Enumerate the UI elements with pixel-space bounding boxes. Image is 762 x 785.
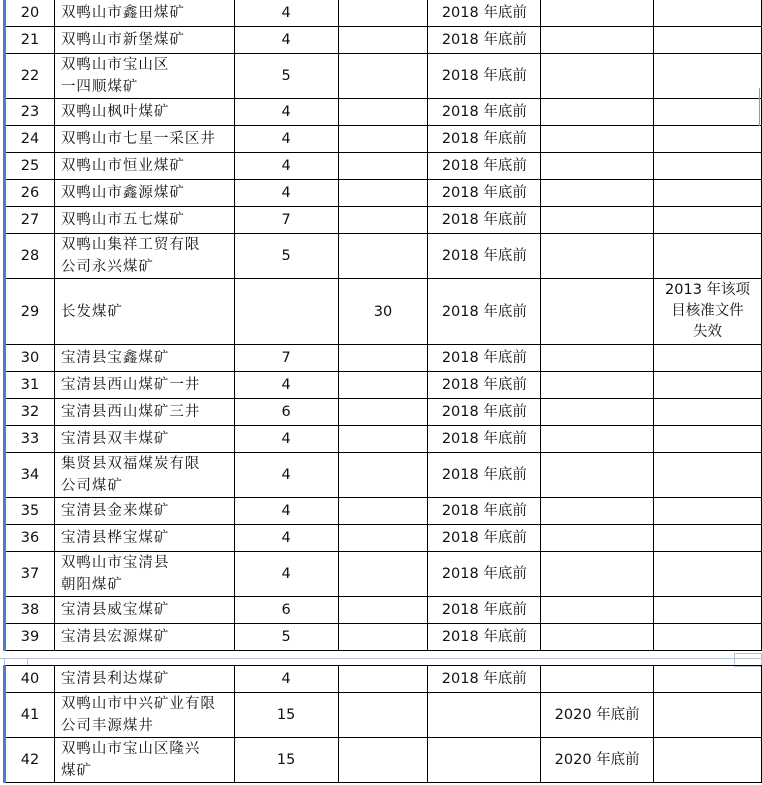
row-number: 34	[5, 453, 55, 498]
mine-name-line: 宝清县西山煤矿三井	[60, 404, 201, 420]
remark	[654, 180, 762, 207]
mine-name-line: 长发煤矿	[60, 303, 123, 320]
table-row	[5, 234, 762, 279]
deadline-2018: 2018 年底前	[428, 0, 541, 27]
deadline-2018: 2018 年底前	[428, 279, 541, 345]
mine-name	[54, 207, 234, 234]
mine-name-line: 双鸭山集祥工贸有限	[60, 237, 201, 253]
remark-line: 失效	[693, 324, 723, 340]
deadline-2018: 2018 年底前	[428, 126, 541, 153]
mine-name	[54, 666, 234, 693]
new-capacity	[338, 234, 428, 279]
mine-name	[54, 552, 234, 597]
deadline-2020	[541, 54, 654, 99]
mine-name	[54, 693, 234, 738]
mine-name-line: 双鸭山市五七煤矿	[60, 212, 185, 228]
row-number: 30	[5, 345, 55, 372]
mine-name-line: 双鸭山市鑫田煤矿	[60, 5, 185, 21]
mine-name-line: 煤矿	[60, 763, 92, 779]
row-number: 22	[5, 54, 55, 99]
table-row	[5, 372, 762, 399]
remark	[654, 426, 762, 453]
table-row	[5, 0, 762, 27]
new-capacity	[338, 693, 428, 738]
row-number: 25	[5, 153, 55, 180]
capacity	[234, 279, 338, 345]
deadline-2018: 2018 年底前	[428, 666, 541, 693]
mine-name	[54, 180, 234, 207]
remark	[654, 525, 762, 552]
remark	[654, 234, 762, 279]
new-capacity	[338, 426, 428, 453]
table-row	[5, 525, 762, 552]
table-body-top	[5, 0, 762, 651]
deadline-2020	[541, 399, 654, 426]
mine-name	[54, 738, 234, 783]
deadline-2018: 2018 年底前	[428, 525, 541, 552]
deadline-2020: 2020 年底前	[541, 693, 654, 738]
remark	[654, 666, 762, 693]
capacity: 15	[234, 738, 338, 783]
remark	[654, 126, 762, 153]
row-number: 32	[5, 399, 55, 426]
margin-mark	[759, 88, 760, 126]
deadline-2020	[541, 453, 654, 498]
capacity: 6	[234, 597, 338, 624]
table-row	[5, 498, 762, 525]
table-row	[5, 27, 762, 54]
remark	[654, 279, 762, 345]
row-number: 29	[5, 279, 55, 345]
deadline-2020	[541, 552, 654, 597]
remark	[654, 99, 762, 126]
table-row	[5, 399, 762, 426]
table-row	[5, 207, 762, 234]
deadline-2020	[541, 525, 654, 552]
deadline-2020	[541, 498, 654, 525]
capacity: 4	[234, 180, 338, 207]
remark	[654, 207, 762, 234]
deadline-2020	[541, 426, 654, 453]
deadline-2018: 2018 年底前	[428, 597, 541, 624]
deadline-2020	[541, 666, 654, 693]
remark	[654, 597, 762, 624]
mine-name-line: 双鸭山市七星一采区井	[60, 131, 216, 147]
capacity: 4	[234, 498, 338, 525]
mine-name	[54, 345, 234, 372]
row-number: 20	[5, 0, 55, 27]
row-number: 37	[5, 552, 55, 597]
mine-name-line: 公司煤矿	[60, 478, 123, 494]
coal-mine-table-page-1	[3, 0, 762, 651]
mine-name-line: 公司丰源煤井	[60, 718, 154, 734]
new-capacity	[338, 666, 428, 693]
deadline-2020	[541, 126, 654, 153]
mine-name-line: 双鸭山市宝山区	[60, 57, 170, 73]
capacity: 4	[234, 552, 338, 597]
deadline-2018: 2018 年底前	[428, 180, 541, 207]
mine-name	[54, 99, 234, 126]
row-number: 23	[5, 99, 55, 126]
mine-name-line: 宝清县宏源煤矿	[60, 629, 170, 645]
deadline-2020	[541, 0, 654, 27]
table-row	[5, 597, 762, 624]
deadline-2018: 2018 年底前	[428, 153, 541, 180]
table-row	[5, 180, 762, 207]
mine-name	[54, 372, 234, 399]
remark	[654, 0, 762, 27]
deadline-2018: 2018 年底前	[428, 426, 541, 453]
table-row	[5, 666, 762, 693]
mine-name-line: 宝清县双丰煤矿	[60, 431, 170, 447]
mine-name-line: 宝清县金来煤矿	[60, 503, 170, 519]
mine-name	[54, 126, 234, 153]
mine-name	[54, 279, 234, 345]
table-row	[5, 126, 762, 153]
deadline-2018: 2018 年底前	[428, 498, 541, 525]
deadline-2018: 2018 年底前	[428, 453, 541, 498]
mine-name	[54, 54, 234, 99]
deadline-2020	[541, 234, 654, 279]
mine-name-line: 双鸭山市新堡煤矿	[60, 32, 185, 48]
mine-name	[54, 498, 234, 525]
capacity: 6	[234, 399, 338, 426]
remark	[654, 693, 762, 738]
new-capacity	[338, 180, 428, 207]
row-number: 31	[5, 372, 55, 399]
capacity: 15	[234, 693, 338, 738]
mine-name	[54, 153, 234, 180]
deadline-2018: 2018 年底前	[428, 54, 541, 99]
mine-name-line: 集贤县双福煤炭有限	[60, 456, 201, 472]
page-break	[0, 653, 762, 665]
table-row	[5, 54, 762, 99]
table-row	[5, 453, 762, 498]
mine-name-line: 一四顺煤矿	[60, 79, 139, 95]
table-row	[5, 738, 762, 783]
deadline-2018: 2018 年底前	[428, 207, 541, 234]
remark	[654, 453, 762, 498]
coal-mine-table-page-2	[3, 665, 762, 783]
mine-name	[54, 27, 234, 54]
capacity: 4	[234, 153, 338, 180]
deadline-2018	[428, 693, 541, 738]
deadline-2020	[541, 180, 654, 207]
new-capacity	[338, 99, 428, 126]
table-row	[5, 99, 762, 126]
capacity: 4	[234, 27, 338, 54]
mine-name	[54, 453, 234, 498]
capacity: 4	[234, 453, 338, 498]
mine-name-line: 宝清县西山煤矿一井	[60, 377, 201, 393]
page-break-line	[0, 658, 762, 659]
mine-name-line: 宝清县桦宝煤矿	[60, 530, 170, 546]
mine-name	[54, 234, 234, 279]
capacity: 5	[234, 234, 338, 279]
table-row	[5, 345, 762, 372]
deadline-2020	[541, 99, 654, 126]
new-capacity	[338, 525, 428, 552]
deadline-2018	[428, 738, 541, 783]
mine-name	[54, 0, 234, 27]
new-capacity	[338, 399, 428, 426]
deadline-2018: 2018 年底前	[428, 399, 541, 426]
remark	[654, 345, 762, 372]
capacity: 4	[234, 99, 338, 126]
capacity: 4	[234, 126, 338, 153]
row-number: 24	[5, 126, 55, 153]
row-number: 40	[5, 666, 55, 693]
new-capacity	[338, 372, 428, 399]
remark	[654, 498, 762, 525]
mine-name	[54, 624, 234, 651]
remark	[654, 153, 762, 180]
row-number: 27	[5, 207, 55, 234]
remark-line: 目核准文件	[671, 303, 744, 319]
row-number: 35	[5, 498, 55, 525]
new-capacity	[338, 54, 428, 99]
capacity: 4	[234, 372, 338, 399]
new-capacity	[338, 27, 428, 54]
mine-name-line: 双鸭山市中兴矿业有限	[60, 696, 216, 712]
table-row	[5, 693, 762, 738]
deadline-2018: 2018 年底前	[428, 372, 541, 399]
table-row	[5, 552, 762, 597]
capacity: 4	[234, 0, 338, 27]
mine-name	[54, 525, 234, 552]
new-capacity	[338, 345, 428, 372]
new-capacity	[338, 738, 428, 783]
row-number: 26	[5, 180, 55, 207]
capacity: 7	[234, 207, 338, 234]
remark	[654, 552, 762, 597]
mine-name-line: 宝清县利达煤矿	[60, 671, 170, 687]
mine-name	[54, 399, 234, 426]
new-capacity	[338, 597, 428, 624]
remark	[654, 399, 762, 426]
mine-name-line: 宝清县宝鑫煤矿	[60, 350, 170, 366]
remark	[654, 624, 762, 651]
new-capacity	[338, 453, 428, 498]
deadline-2020	[541, 279, 654, 345]
deadline-2018: 2018 年底前	[428, 99, 541, 126]
row-number: 38	[5, 597, 55, 624]
remark	[654, 27, 762, 54]
remark-line: 2013 年该项	[665, 282, 751, 298]
deadline-2020	[541, 597, 654, 624]
row-number: 36	[5, 525, 55, 552]
row-number: 39	[5, 624, 55, 651]
mine-name-line: 双鸭山市宝清县	[60, 555, 170, 571]
row-number: 33	[5, 426, 55, 453]
deadline-2020	[541, 345, 654, 372]
deadline-2018: 2018 年底前	[428, 345, 541, 372]
new-capacity	[338, 624, 428, 651]
mine-name-line: 双鸭山市鑫源煤矿	[60, 185, 185, 201]
deadline-2020	[541, 27, 654, 54]
capacity: 4	[234, 525, 338, 552]
mine-name-line: 宝清县威宝煤矿	[60, 602, 170, 618]
new-capacity	[338, 207, 428, 234]
new-capacity	[338, 126, 428, 153]
deadline-2020	[541, 624, 654, 651]
deadline-2018: 2018 年底前	[428, 234, 541, 279]
deadline-2018: 2018 年底前	[428, 552, 541, 597]
row-number: 41	[5, 693, 55, 738]
mine-name-line: 双鸭山枫叶煤矿	[60, 104, 170, 120]
row-number: 28	[5, 234, 55, 279]
new-capacity	[338, 498, 428, 525]
deadline-2020: 2020 年底前	[541, 738, 654, 783]
capacity: 4	[234, 426, 338, 453]
capacity: 5	[234, 54, 338, 99]
remark	[654, 738, 762, 783]
new-capacity: 30	[338, 279, 428, 345]
table-row	[5, 624, 762, 651]
deadline-2020	[541, 153, 654, 180]
remark	[654, 372, 762, 399]
table-body-bottom	[5, 666, 762, 783]
mine-name	[54, 426, 234, 453]
row-number: 21	[5, 27, 55, 54]
deadline-2018: 2018 年底前	[428, 624, 541, 651]
mine-name-line: 双鸭山市恒业煤矿	[60, 158, 185, 174]
table-row	[5, 153, 762, 180]
table-row	[5, 279, 762, 345]
new-capacity	[338, 153, 428, 180]
capacity: 4	[234, 666, 338, 693]
new-capacity	[338, 0, 428, 27]
mine-name-line: 朝阳煤矿	[60, 577, 123, 593]
deadline-2020	[541, 372, 654, 399]
remark	[654, 54, 762, 99]
new-capacity	[338, 552, 428, 597]
mine-name	[54, 597, 234, 624]
capacity: 5	[234, 624, 338, 651]
deadline-2018: 2018 年底前	[428, 27, 541, 54]
table-row	[5, 426, 762, 453]
mine-name-line: 双鸭山市宝山区隆兴	[60, 741, 201, 757]
deadline-2020	[541, 207, 654, 234]
capacity: 7	[234, 345, 338, 372]
row-number: 42	[5, 738, 55, 783]
mine-name-line: 公司永兴煤矿	[60, 259, 154, 275]
